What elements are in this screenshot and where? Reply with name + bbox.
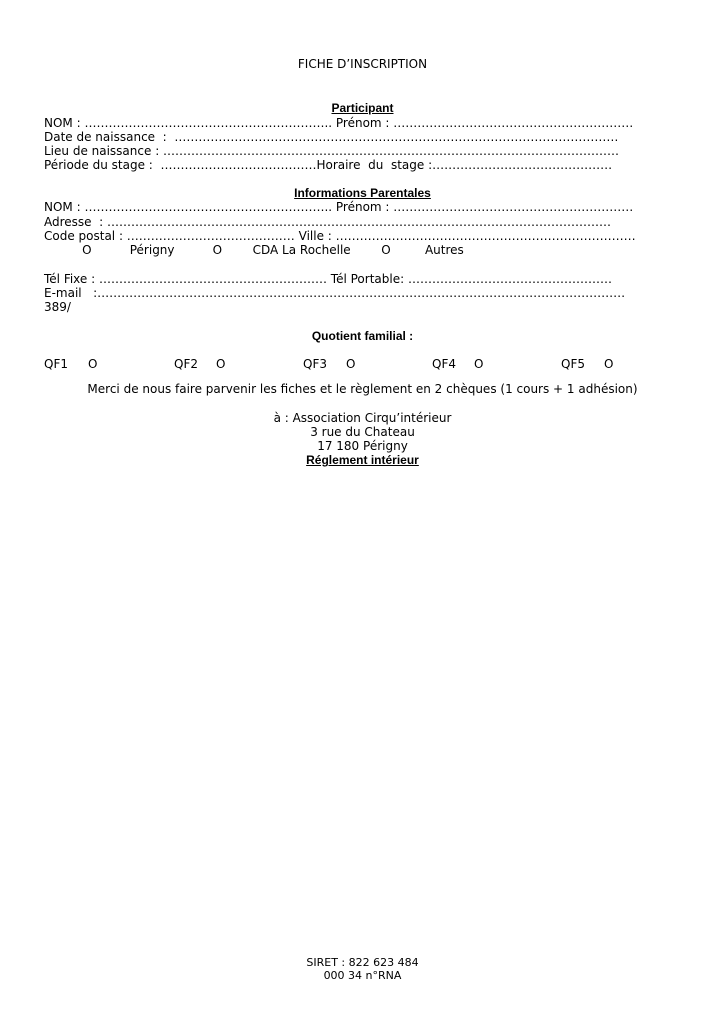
participant-heading: Participant <box>331 101 394 115</box>
participant-nom-line: NOM : …………………………………………………….. Prénom : …………………………………………………… <box>44 116 634 130</box>
qf4-label: QF4 <box>432 357 456 371</box>
qf1-checkbox[interactable]: O <box>88 357 98 371</box>
footer-rna: 000 34 n°RNA <box>323 969 402 982</box>
parents-email-continuation: 389/ <box>44 300 71 314</box>
parents-code-ville-line: Code postal : …………………………………… Ville : ………………………………………………………………… <box>44 229 636 243</box>
quotient-heading: Quotient familial : <box>311 329 414 343</box>
qf2-checkbox[interactable]: O <box>216 357 226 371</box>
qf3-label: QF3 <box>303 357 327 371</box>
qf1-label: QF1 <box>44 357 68 371</box>
footer-siret: SIRET : 822 623 484 <box>306 956 419 969</box>
page-title: FICHE D’INSCRIPTION <box>297 57 428 71</box>
address-line-3: 17 180 Périgny <box>317 439 408 453</box>
parents-heading: Informations Parentales <box>294 186 431 200</box>
parents-tel-line: Tél Fixe : ………………………………………………… Tél Portable: …………………………………………… <box>44 272 612 286</box>
parents-email-line: E-mail :…………………………………………………………………………………………………………………… <box>44 286 626 300</box>
qf5-checkbox[interactable]: O <box>604 357 614 371</box>
participant-stage-line: Période du stage : …………………………………Horaire du stage :……………………………………… <box>44 158 613 172</box>
parents-nom-line: NOM : …………………………………………………….. Prénom : …………………………………………………… <box>44 200 634 214</box>
address-line-2: 3 rue du Chateau <box>310 425 415 439</box>
qf5-label: QF5 <box>561 357 585 371</box>
reglement-heading: Réglement intérieur <box>306 453 419 467</box>
payment-message: Merci de nous faire parvenir les fiches et le règlement en 2 chèques (1 cours + 1 adhésion) <box>87 382 638 396</box>
parents-adresse-line: Adresse : ……………………………………………………………………………………………………………… <box>44 215 612 229</box>
qf3-checkbox[interactable]: O <box>346 357 356 371</box>
address-line-1: à : Association Cirqu’intérieur <box>273 411 452 425</box>
participant-birthdate-line: Date de naissance : ………………………………………………………………………………………………… <box>44 130 619 144</box>
ville-options-line: O Périgny O CDA La Rochelle O Autres <box>44 243 464 257</box>
qf2-label: QF2 <box>174 357 198 371</box>
participant-birthplace-line: Lieu de naissance : …………………………………………………………………………………………………… <box>44 144 620 158</box>
qf4-checkbox[interactable]: O <box>474 357 484 371</box>
